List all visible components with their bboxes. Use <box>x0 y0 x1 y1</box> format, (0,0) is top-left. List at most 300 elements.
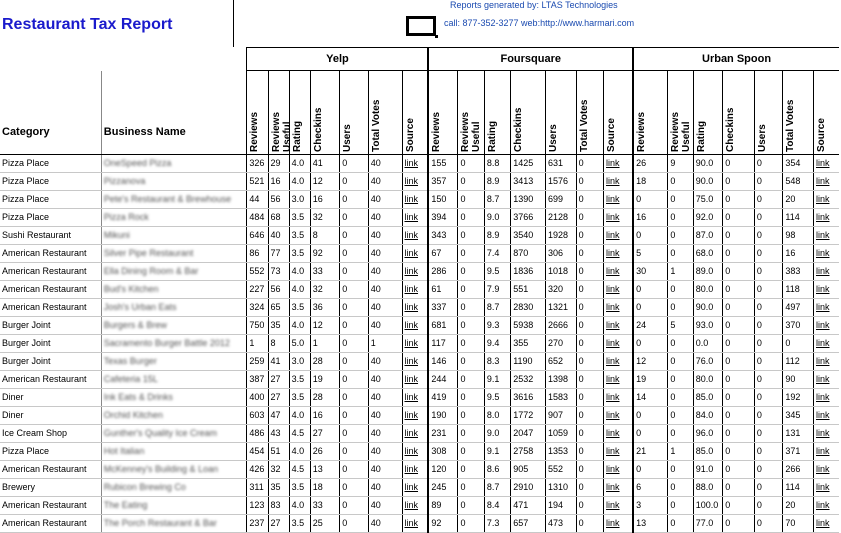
yelp-source-cell[interactable] <box>402 280 428 298</box>
yelp-value-cell: 16 <box>310 190 340 208</box>
urbanspoon-source-link[interactable]: link <box>815 356 830 366</box>
urbanspoon-value-cell: 0 <box>754 352 782 370</box>
urbanspoon-source-cell[interactable] <box>813 442 839 460</box>
table-row <box>0 298 839 316</box>
urbanspoon-value-cell: 0 <box>668 298 693 316</box>
urbanspoon-value-cell: 0 <box>633 226 668 244</box>
urbanspoon-value-cell: 0 <box>723 370 755 388</box>
yelp-value-cell: 0 <box>340 316 368 334</box>
yelp-value-cell: 65 <box>268 298 289 316</box>
urbanspoon-source-link[interactable]: link <box>815 410 830 420</box>
category-cell: American Restaurant <box>0 280 101 298</box>
urbanspoon-source-link[interactable]: link <box>815 446 830 456</box>
yelp-value-cell: 29 <box>268 154 289 172</box>
yelp-source-link[interactable]: link <box>404 158 419 168</box>
category-cell: Pizza Place <box>0 190 101 208</box>
foursquare-source-link[interactable]: link <box>606 500 620 510</box>
urbanspoon-value-cell: 0 <box>633 298 668 316</box>
yelp-value-cell: 40 <box>368 262 402 280</box>
yelp-value-cell: 4.0 <box>289 280 310 298</box>
urbanspoon-source-cell[interactable] <box>813 172 839 190</box>
yelp-source-link[interactable]: link <box>404 176 419 186</box>
yelp-value-cell: 4.0 <box>289 406 310 424</box>
yelp-value-cell: 4.0 <box>289 496 310 514</box>
foursquare-value-cell: 0 <box>458 226 484 244</box>
urbanspoon-value-cell: 0 <box>668 370 693 388</box>
yelp-value-cell: 1 <box>368 334 402 352</box>
foursquare-source-link[interactable]: link <box>606 302 620 312</box>
yelp-source-cell[interactable] <box>402 208 428 226</box>
yelp-value-cell: 86 <box>247 244 268 262</box>
yelp-source-cell[interactable] <box>402 244 428 262</box>
foursquare-value-cell: 1836 <box>511 262 546 280</box>
foursquare-source-cell[interactable] <box>604 370 634 388</box>
yelp-source-link[interactable]: link <box>404 194 419 204</box>
urbanspoon-value-cell: 77.0 <box>693 514 723 532</box>
yelp-value-cell: 3.5 <box>289 478 310 496</box>
urbanspoon-value-cell: 0 <box>754 460 782 478</box>
foursquare-value-cell: 0 <box>458 334 484 352</box>
urbanspoon-source-link[interactable]: link <box>815 464 830 474</box>
table-row <box>0 190 839 208</box>
foursquare-value-cell: 0 <box>576 370 603 388</box>
urbanspoon-value-cell: 0 <box>668 172 693 190</box>
foursquare-source-cell[interactable] <box>604 190 634 208</box>
foursquare-source-link[interactable]: link <box>606 428 620 438</box>
yelp-value-cell: 0 <box>340 298 368 316</box>
foursquare-source-cell[interactable] <box>604 226 634 244</box>
category-cell: American Restaurant <box>0 244 101 262</box>
urbanspoon-value-cell: 0 <box>754 280 782 298</box>
business-name: Gunther's Quality Ice Cream <box>103 428 218 438</box>
foursquare-source-cell[interactable] <box>604 298 634 316</box>
yelp-source-cell[interactable] <box>402 460 428 478</box>
yelp-source-link[interactable]: link <box>404 230 419 240</box>
yelp-value-cell: 646 <box>247 226 268 244</box>
urbanspoon-value-cell: 114 <box>783 478 814 496</box>
category-cell: American Restaurant <box>0 262 101 280</box>
business-name: Sacramento Burger Battle 2012 <box>103 338 230 348</box>
foursquare-source-link[interactable]: link <box>606 194 620 204</box>
urbanspoon-value-cell: 0 <box>723 226 755 244</box>
foursquare-value-cell: 0 <box>576 262 603 280</box>
urbanspoon-source-cell[interactable] <box>813 424 839 442</box>
yelp-source-cell[interactable] <box>402 424 428 442</box>
foursquare-value-cell: 0 <box>576 154 603 172</box>
business-name-cell <box>101 262 247 280</box>
urbanspoon-value-cell: 0.0 <box>693 334 723 352</box>
foursquare-value-cell: 3413 <box>511 172 546 190</box>
urbanspoon-value-cell: 100.0 <box>693 496 723 514</box>
foursquare-value-cell: 551 <box>511 280 546 298</box>
foursquare-source-cell[interactable] <box>604 424 634 442</box>
foursquare-value-cell: 117 <box>428 334 458 352</box>
urbanspoon-source-cell[interactable] <box>813 352 839 370</box>
urbanspoon-source-link[interactable]: link <box>815 500 830 510</box>
yelp-source-cell[interactable] <box>402 478 428 496</box>
yelp-source-link[interactable]: link <box>404 410 419 420</box>
column-header-foursquare-reviews <box>428 71 458 155</box>
foursquare-value-cell: 355 <box>511 334 546 352</box>
foursquare-value-cell: 0 <box>458 406 484 424</box>
yelp-source-link[interactable]: link <box>404 446 419 456</box>
yelp-value-cell: 27 <box>268 388 289 406</box>
foursquare-value-cell: 1425 <box>511 154 546 172</box>
business-name: Bud's Kitchen <box>103 284 159 294</box>
yelp-source-cell[interactable] <box>402 370 428 388</box>
urbanspoon-value-cell: 114 <box>783 208 814 226</box>
urbanspoon-source-link[interactable]: link <box>815 320 830 330</box>
urbanspoon-source-cell[interactable] <box>813 226 839 244</box>
foursquare-value-cell: 681 <box>428 316 458 334</box>
business-name: Josh's Urban Eats <box>103 302 177 312</box>
foursquare-value-cell: 0 <box>458 460 484 478</box>
business-name: Orchid Kitchen <box>103 410 163 420</box>
foursquare-value-cell: 473 <box>546 514 577 532</box>
urbanspoon-value-cell: 0 <box>633 334 668 352</box>
yelp-value-cell: 0 <box>340 388 368 406</box>
foursquare-source-link[interactable]: link <box>606 338 620 348</box>
foursquare-value-cell: 1583 <box>546 388 577 406</box>
header-divider <box>233 0 234 47</box>
yelp-value-cell: 25 <box>310 514 340 532</box>
foursquare-source-cell[interactable] <box>604 154 634 172</box>
business-name-cell <box>101 280 247 298</box>
foursquare-source-cell[interactable] <box>604 262 634 280</box>
urbanspoon-source-cell[interactable] <box>813 190 839 208</box>
yelp-value-cell: 40 <box>368 226 402 244</box>
urbanspoon-source-cell[interactable] <box>813 514 839 532</box>
foursquare-source-link[interactable]: link <box>606 158 620 168</box>
yelp-value-cell: 0 <box>340 172 368 190</box>
yelp-source-link[interactable]: link <box>404 248 419 258</box>
foursquare-value-cell: 89 <box>428 496 458 514</box>
urbanspoon-value-cell: 0 <box>723 388 755 406</box>
column-header-label: Reviews Useful <box>460 111 483 152</box>
column-header-business: Business Name <box>101 71 247 155</box>
yelp-source-cell[interactable] <box>402 262 428 280</box>
foursquare-value-cell: 419 <box>428 388 458 406</box>
urbanspoon-value-cell: 0 <box>723 190 755 208</box>
yelp-value-cell: 40 <box>368 406 402 424</box>
foursquare-value-cell: 0 <box>576 208 603 226</box>
foursquare-source-cell[interactable] <box>604 496 634 514</box>
urbanspoon-source-link[interactable]: link <box>815 482 830 492</box>
yelp-value-cell: 3.5 <box>289 298 310 316</box>
yelp-source-link[interactable]: link <box>404 284 419 294</box>
urbanspoon-source-cell[interactable] <box>813 280 839 298</box>
urbanspoon-value-cell: 0 <box>668 496 693 514</box>
yelp-source-cell[interactable] <box>402 352 428 370</box>
yelp-source-link[interactable]: link <box>404 464 419 474</box>
table-row <box>0 406 839 424</box>
yelp-value-cell: 4.0 <box>289 442 310 460</box>
urbanspoon-source-cell[interactable] <box>813 406 839 424</box>
urbanspoon-source-cell[interactable] <box>813 478 839 496</box>
foursquare-source-link[interactable]: link <box>606 176 620 186</box>
yelp-source-cell[interactable] <box>402 172 428 190</box>
foursquare-value-cell: 0 <box>458 244 484 262</box>
yelp-value-cell: 426 <box>247 460 268 478</box>
yelp-source-link[interactable]: link <box>404 374 419 384</box>
foursquare-source-link[interactable]: link <box>606 212 620 222</box>
urbanspoon-source-link[interactable]: link <box>815 266 830 276</box>
yelp-source-cell[interactable] <box>402 154 428 172</box>
urbanspoon-value-cell: 548 <box>783 172 814 190</box>
urbanspoon-value-cell: 90.0 <box>693 172 723 190</box>
foursquare-source-cell[interactable] <box>604 316 634 334</box>
urbanspoon-value-cell: 383 <box>783 262 814 280</box>
business-name-cell <box>101 244 247 262</box>
foursquare-value-cell: 0 <box>458 208 484 226</box>
yelp-source-link[interactable]: link <box>404 356 419 366</box>
yelp-source-cell[interactable] <box>402 226 428 244</box>
yelp-source-link[interactable]: link <box>404 500 419 510</box>
yelp-value-cell: 8 <box>268 334 289 352</box>
urbanspoon-source-cell[interactable] <box>813 244 839 262</box>
urbanspoon-value-cell: 131 <box>783 424 814 442</box>
urbanspoon-source-link[interactable]: link <box>815 428 830 438</box>
category-cell: Sushi Restaurant <box>0 226 101 244</box>
foursquare-value-cell: 0 <box>458 352 484 370</box>
urbanspoon-value-cell: 75.0 <box>693 190 723 208</box>
urbanspoon-value-cell: 0 <box>723 154 755 172</box>
urbanspoon-source-link[interactable]: link <box>815 518 830 528</box>
category-cell: Burger Joint <box>0 316 101 334</box>
urbanspoon-value-cell: 0 <box>754 172 782 190</box>
column-header-yelp-checkins <box>310 71 340 155</box>
foursquare-source-cell[interactable] <box>604 478 634 496</box>
urbanspoon-value-cell: 19 <box>633 370 668 388</box>
urbanspoon-source-cell[interactable] <box>813 496 839 514</box>
foursquare-value-cell: 8.7 <box>484 478 510 496</box>
foursquare-source-cell[interactable] <box>604 352 634 370</box>
yelp-value-cell: 0 <box>340 226 368 244</box>
yelp-value-cell: 0 <box>340 514 368 532</box>
yelp-source-link[interactable]: link <box>404 518 419 528</box>
yelp-value-cell: 3.5 <box>289 388 310 406</box>
yelp-source-cell[interactable] <box>402 442 428 460</box>
column-header-label: Users <box>342 123 354 152</box>
table-row <box>0 208 839 226</box>
urbanspoon-value-cell: 0 <box>723 478 755 496</box>
table-row <box>0 280 839 298</box>
foursquare-source-cell[interactable] <box>604 442 634 460</box>
table-row <box>0 388 839 406</box>
yelp-source-link[interactable]: link <box>404 212 419 222</box>
foursquare-value-cell: 7.3 <box>484 514 510 532</box>
foursquare-value-cell: 1018 <box>546 262 577 280</box>
foursquare-source-link[interactable]: link <box>606 248 620 258</box>
foursquare-source-link[interactable]: link <box>606 446 620 456</box>
foursquare-source-cell[interactable] <box>604 244 634 262</box>
yelp-source-link[interactable]: link <box>404 428 419 438</box>
column-header-label: Users <box>756 123 768 152</box>
yelp-value-cell: 40 <box>368 478 402 496</box>
urbanspoon-source-cell[interactable] <box>813 316 839 334</box>
foursquare-source-cell[interactable] <box>604 334 634 352</box>
yelp-value-cell: 0 <box>340 190 368 208</box>
yelp-value-cell: 227 <box>247 280 268 298</box>
urbanspoon-source-link[interactable]: link <box>815 374 830 384</box>
foursquare-source-link[interactable]: link <box>606 518 620 528</box>
urbanspoon-source-cell[interactable] <box>813 334 839 352</box>
business-name-cell <box>101 298 247 316</box>
urbanspoon-source-cell[interactable] <box>813 388 839 406</box>
foursquare-source-cell[interactable] <box>604 514 634 532</box>
foursquare-source-link[interactable]: link <box>606 482 620 492</box>
foursquare-value-cell: 8.0 <box>484 406 510 424</box>
yelp-value-cell: 35 <box>268 478 289 496</box>
foursquare-source-link[interactable]: link <box>606 374 620 384</box>
foursquare-value-cell: 2666 <box>546 316 577 334</box>
group-header-yelp: Yelp <box>247 48 428 71</box>
yelp-source-cell[interactable] <box>402 298 428 316</box>
yelp-source-cell[interactable] <box>402 496 428 514</box>
category-cell: American Restaurant <box>0 514 101 532</box>
foursquare-value-cell: 9.1 <box>484 370 510 388</box>
yelp-value-cell: 0 <box>340 442 368 460</box>
urbanspoon-value-cell: 80.0 <box>693 370 723 388</box>
urbanspoon-value-cell: 84.0 <box>693 406 723 424</box>
foursquare-source-link[interactable]: link <box>606 284 620 294</box>
urbanspoon-value-cell: 14 <box>633 388 668 406</box>
foursquare-value-cell: 631 <box>546 154 577 172</box>
urbanspoon-source-cell[interactable] <box>813 298 839 316</box>
urbanspoon-source-link[interactable]: link <box>815 158 830 168</box>
category-cell: Diner <box>0 406 101 424</box>
urbanspoon-value-cell: 90 <box>783 370 814 388</box>
yelp-source-link[interactable]: link <box>404 392 419 402</box>
yelp-value-cell: 4.0 <box>289 172 310 190</box>
urbanspoon-source-cell[interactable] <box>813 208 839 226</box>
column-header-label: Reviews Useful <box>670 111 693 152</box>
yelp-value-cell: 43 <box>268 424 289 442</box>
yelp-value-cell: 40 <box>368 298 402 316</box>
foursquare-source-cell[interactable] <box>604 406 634 424</box>
urbanspoon-source-cell[interactable] <box>813 370 839 388</box>
urbanspoon-source-cell[interactable] <box>813 460 839 478</box>
yelp-source-link[interactable]: link <box>404 482 419 492</box>
foursquare-source-link[interactable]: link <box>606 392 620 402</box>
business-name-cell <box>101 208 247 226</box>
urbanspoon-value-cell: 3 <box>633 496 668 514</box>
foursquare-source-link[interactable]: link <box>606 266 620 276</box>
urbanspoon-value-cell: 0 <box>754 406 782 424</box>
yelp-source-link[interactable]: link <box>404 320 419 330</box>
foursquare-value-cell: 0 <box>576 226 603 244</box>
foursquare-value-cell: 1928 <box>546 226 577 244</box>
yelp-source-cell[interactable] <box>402 406 428 424</box>
urbanspoon-source-cell[interactable] <box>813 262 839 280</box>
urbanspoon-source-link[interactable]: link <box>815 176 830 186</box>
urbanspoon-source-link[interactable]: link <box>815 248 830 258</box>
foursquare-value-cell: 231 <box>428 424 458 442</box>
foursquare-source-link[interactable]: link <box>606 320 620 330</box>
yelp-source-link[interactable]: link <box>404 338 419 348</box>
foursquare-value-cell: 0 <box>458 478 484 496</box>
column-header-urbanspoon-source <box>813 71 839 155</box>
column-header-label: Reviews <box>431 111 443 152</box>
yelp-value-cell: 36 <box>310 298 340 316</box>
urbanspoon-value-cell: 0 <box>633 190 668 208</box>
foursquare-source-link[interactable]: link <box>606 464 620 474</box>
generated-by-text: Reports generated by: LTAS Technologies <box>450 0 618 10</box>
urbanspoon-value-cell: 16 <box>783 244 814 262</box>
foursquare-value-cell: 907 <box>546 406 577 424</box>
foursquare-source-cell[interactable] <box>604 280 634 298</box>
urbanspoon-value-cell: 0 <box>754 208 782 226</box>
business-name-cell <box>101 460 247 478</box>
foursquare-source-link[interactable]: link <box>606 410 620 420</box>
yelp-value-cell: 0 <box>340 280 368 298</box>
business-name: The Porch Restaurant & Bar <box>103 518 217 528</box>
urbanspoon-value-cell: 0 <box>668 460 693 478</box>
business-name-cell <box>101 316 247 334</box>
yelp-value-cell: 27 <box>310 424 340 442</box>
foursquare-value-cell: 2758 <box>511 442 546 460</box>
urbanspoon-value-cell: 30 <box>633 262 668 280</box>
yelp-source-cell[interactable] <box>402 316 428 334</box>
urbanspoon-source-cell[interactable] <box>813 154 839 172</box>
foursquare-value-cell: 0 <box>576 298 603 316</box>
foursquare-source-cell[interactable] <box>604 388 634 406</box>
urbanspoon-source-link[interactable]: link <box>815 338 830 348</box>
foursquare-source-cell[interactable] <box>604 460 634 478</box>
urbanspoon-source-link[interactable]: link <box>815 392 830 402</box>
yelp-value-cell: 12 <box>310 316 340 334</box>
report-table <box>0 47 839 533</box>
yelp-source-cell[interactable] <box>402 334 428 352</box>
urbanspoon-value-cell: 0 <box>754 496 782 514</box>
foursquare-source-link[interactable]: link <box>606 356 620 366</box>
urbanspoon-source-link[interactable]: link <box>815 284 830 294</box>
yelp-value-cell: 4.0 <box>289 154 310 172</box>
urbanspoon-value-cell: 0 <box>668 244 693 262</box>
column-header-label: Reviews <box>636 111 648 152</box>
urbanspoon-value-cell: 98 <box>783 226 814 244</box>
urbanspoon-source-link[interactable]: link <box>815 302 830 312</box>
urbanspoon-source-link[interactable]: link <box>815 212 830 222</box>
yelp-source-cell[interactable] <box>402 388 428 406</box>
foursquare-source-link[interactable]: link <box>606 230 620 240</box>
yelp-value-cell: 521 <box>247 172 268 190</box>
foursquare-value-cell: 1321 <box>546 298 577 316</box>
urbanspoon-value-cell: 0 <box>668 388 693 406</box>
urbanspoon-source-link[interactable]: link <box>815 194 830 204</box>
foursquare-value-cell: 0 <box>458 370 484 388</box>
yelp-value-cell: 0 <box>340 334 368 352</box>
table-row <box>0 478 839 496</box>
urbanspoon-value-cell: 0 <box>723 352 755 370</box>
foursquare-value-cell: 286 <box>428 262 458 280</box>
urbanspoon-source-link[interactable]: link <box>815 230 830 240</box>
report-title: Restaurant Tax Report <box>2 16 173 33</box>
yelp-value-cell: 40 <box>368 388 402 406</box>
yelp-source-link[interactable]: link <box>404 302 419 312</box>
foursquare-source-cell[interactable] <box>604 208 634 226</box>
table-row <box>0 424 839 442</box>
yelp-value-cell: 40 <box>368 316 402 334</box>
yelp-value-cell: 27 <box>268 370 289 388</box>
column-header-yelp-reviews <box>247 71 268 155</box>
foursquare-value-cell: 0 <box>576 460 603 478</box>
foursquare-value-cell: 657 <box>511 514 546 532</box>
foursquare-source-cell[interactable] <box>604 172 634 190</box>
yelp-source-cell[interactable] <box>402 190 428 208</box>
yelp-source-cell[interactable] <box>402 514 428 532</box>
yelp-source-link[interactable]: link <box>404 266 419 276</box>
